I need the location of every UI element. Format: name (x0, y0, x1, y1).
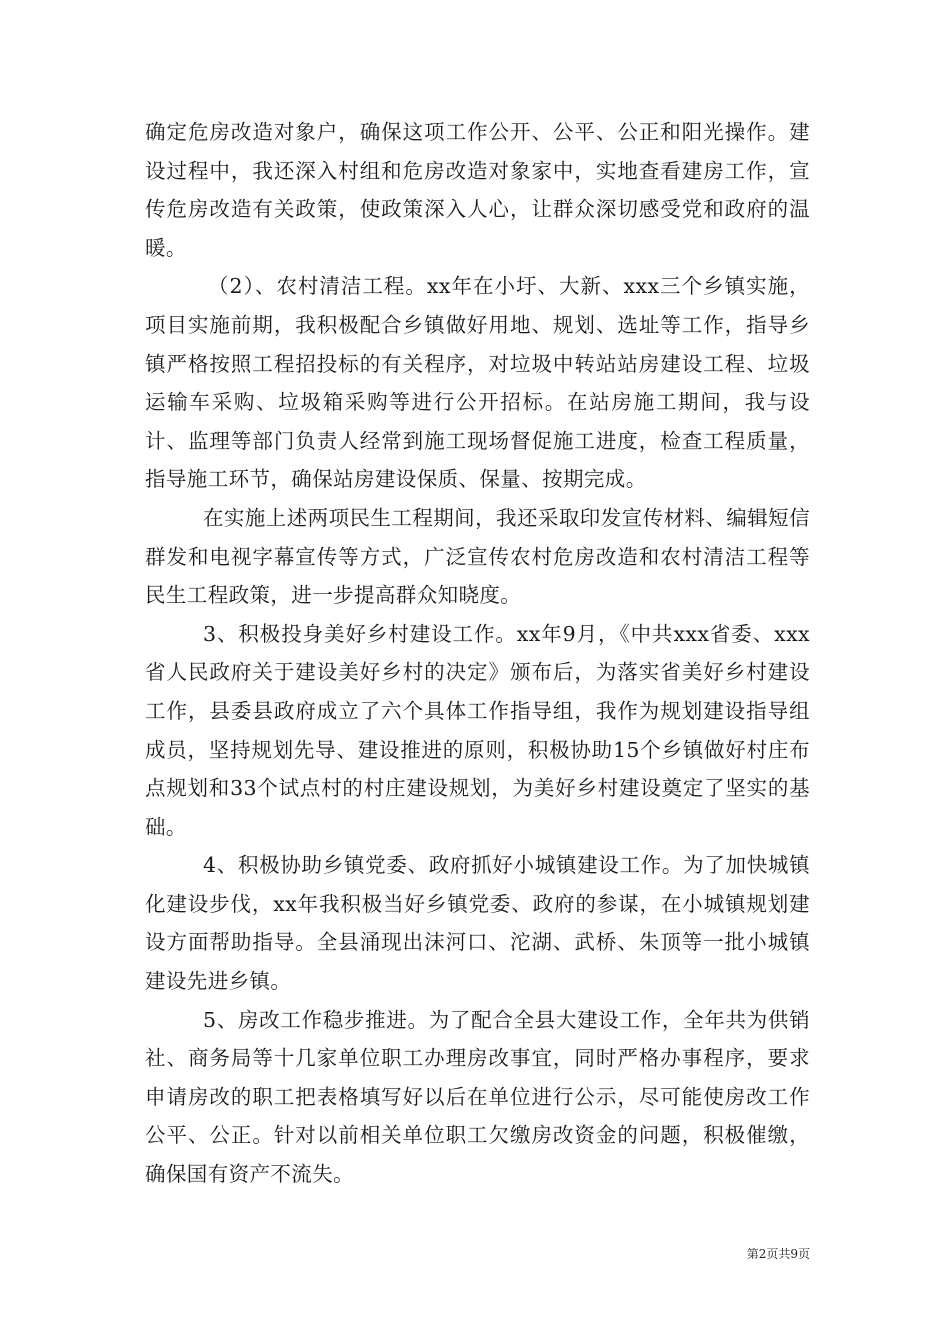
paragraph-publicity: 在实施上述两项民生工程期间，我还采取印发宣传材料、编辑短信群发和电视字幕宣传等方式，广泛宣传农村危房改造和农村清洁工程等民生工程政策，进一步提高群众知晓度。 (145, 505, 810, 608)
paragraph-continuation: 确定危房改造对象户，确保这项工作公开、公平、公正和阳光操作。建设过程中，我还深入村组和危房改造对象家中，实地查看建房工作，宣传危房改造有关政策，使政策深入人心，让群众深切感受党和政府的温暖。 (145, 120, 810, 260)
page-number-footer: 第2页共9页 (746, 1247, 810, 1261)
paragraph-rural-cleaning: （2）、农村清洁工程。xx年在小圩、大新、xxx三个乡镇实施，项目实施前期，我积极配合乡镇做好用地、规划、选址等工作，指导乡镇严格按照工程招投标的有关程序，对垃圾中转站站房建设工程、垃圾运输车采购、垃圾箱采购等进行公开招标。在站房施工期间，我与设计、监理等部门负责人经常到施工现场督促施工进度，检查工程质量，指导施工环节，确保站房建设保质、保量、按期完成。 (145, 274, 810, 492)
paragraph-beautiful-village: 3、积极投身美好乡村建设工作。xx年9月，《中共xxx省委、xxx省人民政府关于建设美好乡村的决定》颁布后，为落实省美好乡村建设工作，县委县政府成立了六个具体工作指导组，我作为规划建设指导组成员，坚持规划先导、建设推进的原则，积极协助15个乡镇做好村庄布点规划和33个试点村的村庄建设规划，为美好乡村建设奠定了坚实的基础。 (145, 621, 810, 839)
paragraph-small-towns: 4、积极协助乡镇党委、政府抓好小城镇建设工作。为了加快城镇化建设步伐，xx年我积极当好乡镇党委、政府的参谋，在小城镇规划建设方面帮助指导。全县涌现出沫河口、沱湖、武桥、朱顶等一批小城镇建设先进乡镇。 (145, 853, 810, 994)
paragraph-housing-reform: 5、房改工作稳步推进。为了配合全县大建设工作，全年共为供销社、商务局等十几家单位职工办理房改事宜，同时严格办事程序，要求申请房改的职工把表格填写好以后在单位进行公示，尽可能使房改工作公平、公正。针对以前相关单位职工欠缴房改资金的问题，积极催缴，确保国有资产不流失。 (145, 1007, 810, 1187)
document-body (145, 113, 810, 1194)
